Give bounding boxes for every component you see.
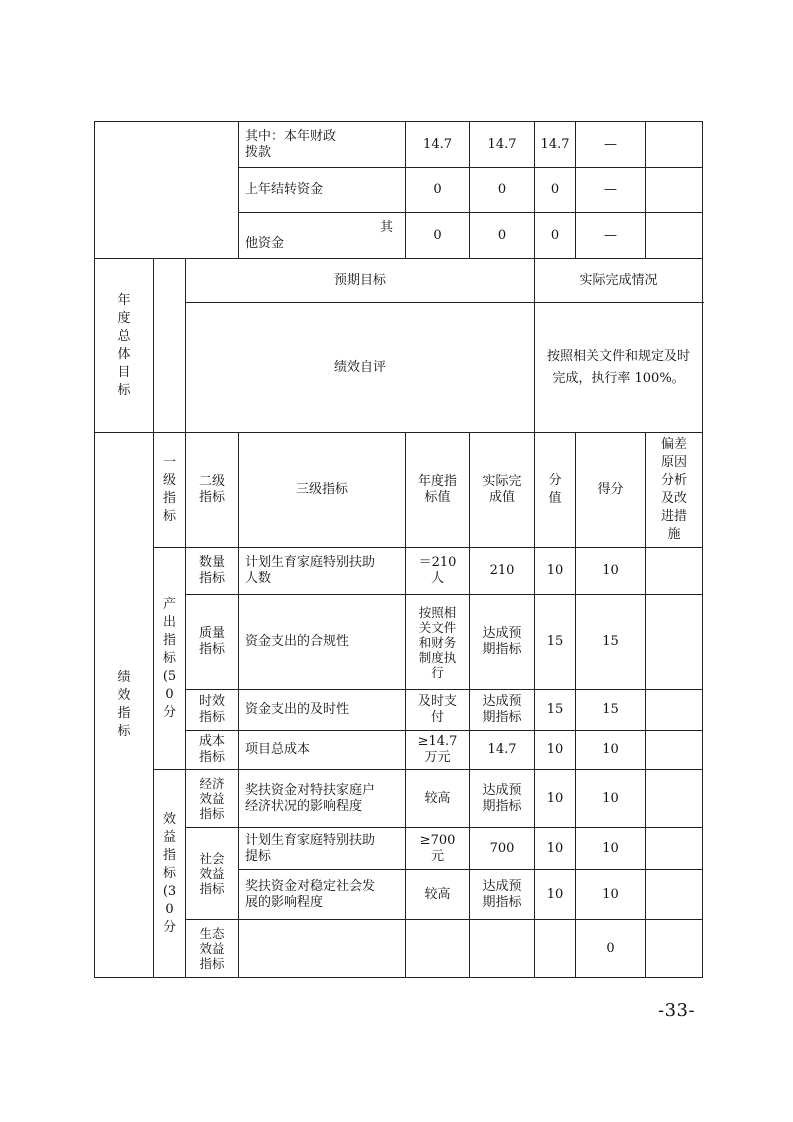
expected-goal-header: 预期目标 [186,259,535,303]
actual-cell: 达成预 期指标 [470,770,535,828]
deviation-cell [646,595,703,690]
fund-value: 0 [470,168,535,213]
fund-value: — [576,213,646,259]
fund-value: — [576,168,646,213]
score-value-cell: 15 [535,690,576,731]
indicator-row [95,770,703,828]
fund-value: 0 [535,213,576,259]
score-value-cell [535,920,576,978]
perf-header-row [95,433,703,548]
score-value-cell: 10 [535,828,576,870]
fund-empty [646,213,703,259]
indicator-cell: 资金支出的及时性 [239,690,406,731]
fund-value: 0 [535,168,576,213]
score-value-cell: 10 [535,770,576,828]
fund-label-cell: 上年结转资金 [239,168,406,213]
indicator-row [95,828,703,870]
fund-value: — [576,122,646,168]
annual-goal-side-label: 年 度 总 体 目 标 [95,259,154,433]
indicator-cell: 项目总成本 [239,731,406,770]
actual-cell: 达成预 期指标 [470,595,535,690]
deviation-cell [646,770,703,828]
target-cell: 较高 [406,770,470,828]
level2-cell: 质量 指标 [186,595,239,690]
target-cell: ＝210 人 [406,548,470,595]
score-cell: 0 [576,920,646,978]
performance-table-page [94,121,702,979]
actual-cell [470,920,535,978]
deviation-cell [646,870,703,920]
output-group-label: 产 出 指 标 (5 0 分 [154,548,186,770]
indicator-cell: 奖扶资金对稳定社会发 展的影响程度 [239,870,406,920]
fund-label-cell [239,213,406,259]
actual-cell: 达成预 期指标 [470,870,535,920]
score-cell: 10 [576,548,646,595]
target-cell [406,920,470,978]
fund-empty [646,168,703,213]
fund-label-cell [239,122,406,168]
score-cell: 10 [576,828,646,870]
indicator-row [95,690,703,731]
score-value-cell: 15 [535,595,576,690]
fund-value: 14.7 [470,122,535,168]
actual-cell: 达成预 期指标 [470,690,535,731]
header-level1: 一 级 指 标 [154,433,186,548]
indicator-row [95,731,703,770]
target-cell: 较高 [406,870,470,920]
fund-label-line: 其中：本年财政 [245,128,337,144]
header-actual: 实际完 成值 [470,433,535,548]
level2-cell: 生态 效益 指标 [186,920,239,978]
indicator-cell: 奖扶资金对特扶家庭户 经济状况的影响程度 [239,770,406,828]
score-cell: 10 [576,731,646,770]
level2-cell: 经济 效益 指标 [186,770,239,828]
fund-blank-cell [95,122,239,259]
fund-value: 14.7 [535,122,576,168]
fund-value: 0 [470,213,535,259]
fund-value: 14.7 [406,122,470,168]
page-number: -33- [658,1000,696,1021]
deviation-cell [646,920,703,978]
indicator-row [95,548,703,595]
level2-cell: 数量 指标 [186,548,239,595]
deviation-cell [646,828,703,870]
benefit-group-label: 效 益 指 标 (3 0 分 [154,770,186,978]
indicator-cell [239,920,406,978]
indicator-row [95,920,703,978]
score-value-cell: 10 [535,870,576,920]
indicator-cell: 资金支出的合规性 [239,595,406,690]
actual-cell: 14.7 [470,731,535,770]
fund-label-line: 拨款 [245,144,272,160]
fund-label-line: 其 [380,219,394,235]
fund-label-line: 他资金 [245,235,285,251]
indicator-cell: 计划生育家庭特别扶助 人数 [239,548,406,595]
header-level2: 二级 指标 [186,433,239,548]
level2-cell: 社会 效益 指标 [186,828,239,920]
target-cell: 按照相 关文件 和财务 制度执 行 [406,595,470,690]
fund-value: 0 [406,213,470,259]
actual-status-content: 按照相关文件和规定及时完成，执行率 100%。 [535,303,703,433]
level2-cell: 时效 指标 [186,690,239,731]
indicator-row [95,595,703,690]
level2-cell: 成本 指标 [186,731,239,770]
deviation-cell [646,548,703,595]
deviation-cell [646,731,703,770]
target-cell: ≥14.7 万元 [406,731,470,770]
perf-side-label: 绩 效 指 标 [95,433,154,978]
fund-value: 0 [406,168,470,213]
annual-goal-content-row [95,303,703,433]
performance-table [94,121,703,978]
expected-goal-content: 绩效自评 [186,303,535,433]
score-cell: 15 [576,595,646,690]
score-cell: 15 [576,690,646,731]
score-cell: 10 [576,770,646,828]
annual-goal-spacer [154,259,186,433]
annual-goal-header-row [95,259,703,303]
actual-cell: 210 [470,548,535,595]
fund-empty [646,122,703,168]
deviation-cell [646,690,703,731]
target-cell: 及时支 付 [406,690,470,731]
score-cell: 10 [576,870,646,920]
header-level3: 三级指标 [239,433,406,548]
header-score: 得分 [576,433,646,548]
header-deviation: 偏差 原因 分析 及改 进措 施 [646,433,703,548]
actual-cell: 700 [470,828,535,870]
target-cell: ≥700 元 [406,828,470,870]
fund-row-current-year [95,122,703,168]
actual-status-header: 实际完成情况 [535,259,703,303]
header-score-value: 分 值 [535,433,576,548]
header-target: 年度指 标值 [406,433,470,548]
indicator-cell: 计划生育家庭特别扶助 提标 [239,828,406,870]
score-value-cell: 10 [535,731,576,770]
score-value-cell: 10 [535,548,576,595]
